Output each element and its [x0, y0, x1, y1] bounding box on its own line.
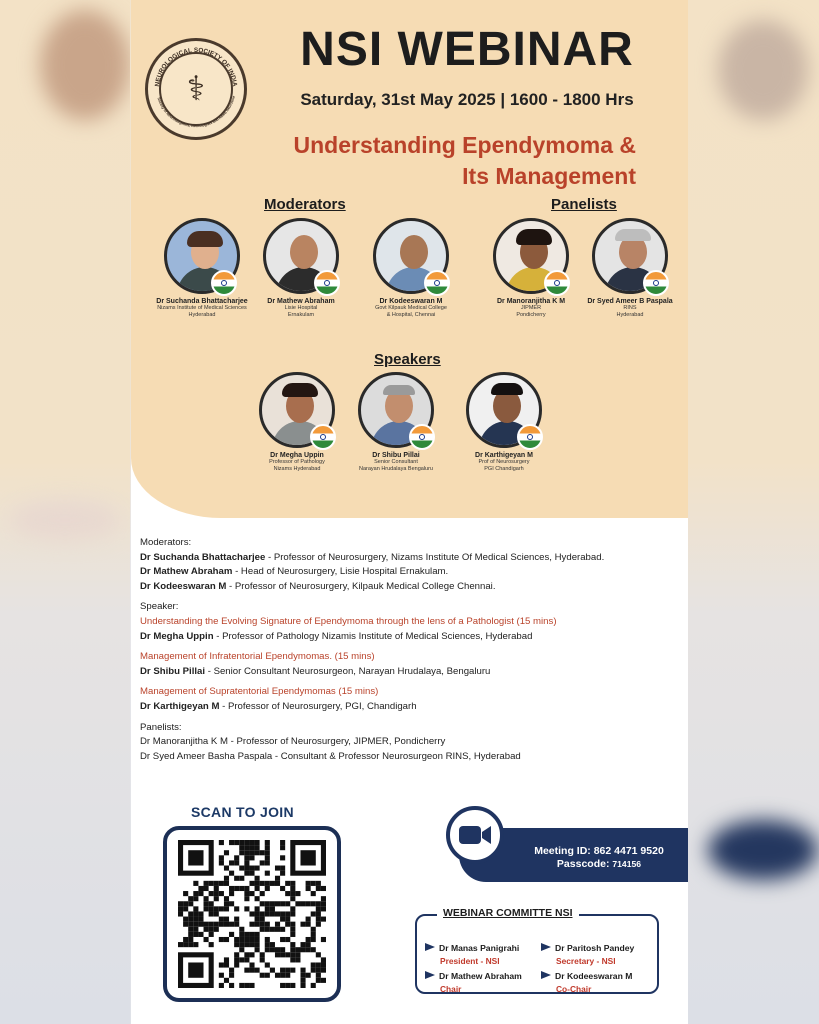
- panelist-card: [476, 218, 586, 319]
- panelist-name: Dr Manoranjitha K M: [496, 298, 566, 305]
- speaker-label: Speaker:: [140, 601, 179, 613]
- talk-title: Management of Infratentorial Ependymomas. (15 mins): [140, 651, 375, 663]
- qr-code-icon[interactable]: [177, 840, 327, 988]
- moderator-card: [356, 218, 466, 319]
- talk-title: Management of Supratentorial Ependymomas (15 mins): [140, 686, 379, 698]
- speaker-card: [242, 372, 352, 473]
- moderators-heading: Moderators: [264, 196, 346, 213]
- panelists-label: Panelists:: [140, 721, 182, 733]
- speaker-city: PGI Chandigarh: [484, 466, 524, 472]
- moderator-detail: Dr Mathew Abraham - Head of Neurosurgery, Lisie Hospital Ernakulam.: [140, 566, 449, 578]
- speaker-name: Dr Shibu Pillai: [372, 452, 420, 459]
- speaker-card: [341, 372, 451, 473]
- scan-to-join-label: SCAN TO JOIN: [191, 804, 294, 820]
- speaker-detail: Dr Shibu Pillai - Senior Consultant Neurosurgeon, Narayan Hrudalaya, Bengaluru: [140, 665, 491, 677]
- moderator-detail: Dr Suchanda Bhattacharjee - Professor of Neurosurgery, Nizams Institute Of Medical Sciences, Hyderabad.: [140, 551, 605, 563]
- program-details: [140, 536, 680, 764]
- video-camera-icon[interactable]: [446, 806, 504, 864]
- arrow-icon: [425, 971, 435, 979]
- logo-ring-text: [145, 38, 247, 140]
- arrow-icon: [425, 943, 435, 951]
- speaker-city: Narayan Hrudalaya Bengaluru: [359, 466, 433, 472]
- india-flag-icon: [643, 270, 669, 296]
- neurological-society-emblem-icon: ⚕: [159, 52, 233, 126]
- speaker-city: Nizams Hyderabad: [273, 466, 321, 472]
- india-flag-icon: [517, 424, 543, 450]
- svg-text:NEUROLOGICAL SOCIETY OF INDIA: [154, 47, 238, 87]
- moderator-card: [147, 218, 257, 319]
- meeting-passcode[interactable]: Passcode: 714156: [556, 858, 642, 870]
- committee-member: Dr Manas Panigrahi President - NSI: [425, 938, 543, 966]
- india-flag-icon: [314, 270, 340, 296]
- webinar-topic: [291, 130, 636, 192]
- moderator-detail: Dr Kodeeswaran M - Professor of Neurosurgery, Kilpauk Medical College Chennai.: [140, 580, 496, 592]
- speaker-name: Dr Karthigeyan M: [475, 452, 533, 459]
- committee-member: Dr Mathew Abraham Chair: [425, 966, 543, 994]
- speakers-heading: Speakers: [374, 351, 441, 368]
- moderator-name: Dr Kodeeswaran M: [379, 298, 443, 305]
- topic-line-2: Its Management: [462, 163, 636, 189]
- moderator-name: Dr Mathew Abraham: [267, 298, 335, 305]
- meeting-id[interactable]: Meeting ID: 862 4471 9520: [534, 845, 664, 857]
- panelist-city: Hyderabad: [616, 312, 644, 318]
- talk-title: Understanding the Evolving Signature of Ependymoma through the lens of a Pathologist (15 mins): [140, 615, 557, 627]
- background-right: [688, 0, 819, 1024]
- topic-line-1: Understanding Ependymoma &: [293, 132, 636, 158]
- moderator-affiliation: Govt Kilpauk Medical College: [375, 305, 447, 311]
- moderator-city: & Hospital, Chennai: [386, 312, 436, 318]
- panelists-heading: Panelists: [551, 196, 617, 213]
- speaker-name: Dr Megha Uppin: [270, 452, 324, 459]
- committee-member: Dr Kodeeswaran M Co-Chair: [541, 966, 659, 994]
- panelist-card: [575, 218, 685, 319]
- india-flag-icon: [211, 270, 237, 296]
- panelist-name: Dr Syed Ameer B Paspala: [587, 298, 673, 305]
- india-flag-icon: [409, 424, 435, 450]
- moderator-city: Hyderabad: [188, 312, 216, 318]
- moderator-affiliation: Lisie Hospital: [284, 305, 318, 311]
- moderator-city: Ernakulam: [287, 312, 315, 318]
- webinar-committee: [415, 907, 659, 994]
- arrow-icon: [541, 943, 551, 951]
- moderator-card: [246, 218, 356, 319]
- committee-member: Dr Paritosh Pandey Secretary - NSI: [541, 938, 659, 966]
- speaker-detail: Dr Megha Uppin - Professor of Pathology Nizamis Institute of Medical Sciences, Hyderabad: [140, 630, 533, 642]
- panelist-city: Pondicherry: [516, 312, 546, 318]
- event-datetime: Saturday, 31st May 2025 | 1600 - 1800 Hrs: [300, 90, 634, 109]
- india-flag-icon: [424, 270, 450, 296]
- qr-code-frame[interactable]: [163, 826, 341, 1002]
- speaker-card: [449, 372, 559, 473]
- speaker-affiliation: Senior Consultant: [374, 459, 418, 465]
- logo-text-bottom: Society of Neurosurgeons, Neurologists and Allied Neuroscie: [156, 95, 236, 129]
- moderators-label: Moderators:: [140, 537, 192, 548]
- arrow-icon: [541, 971, 551, 979]
- india-flag-icon: [544, 270, 570, 296]
- background-left: [0, 0, 130, 1024]
- speaker-affiliation: Prof of Neurosurgery: [478, 459, 530, 465]
- webinar-poster: [131, 0, 688, 1024]
- panelist-detail: Dr Syed Ameer Basha Paspala - Consultant & Professor Neurosurgeon RINS, Hyderabad: [140, 750, 521, 762]
- panelist-affiliation: RINS: [623, 305, 637, 311]
- moderator-name: Dr Suchanda Bhattacharjee: [156, 298, 248, 305]
- logo-text-top: NEUROLOGICAL SOCIETY OF INDIA: [154, 47, 238, 87]
- meeting-details[interactable]: [509, 845, 688, 871]
- india-flag-icon: [310, 424, 336, 450]
- speaker-affiliation: Professor of Pathology: [269, 459, 325, 465]
- committee-title: WEBINAR COMMITTE NSI: [437, 907, 579, 919]
- page-title: NSI WEBINAR: [300, 23, 634, 76]
- moderator-affiliation: Nizams Institute of Medical Sciences: [157, 305, 247, 311]
- speaker-detail: Dr Karthigeyan M - Professor of Neurosurgery, PGI, Chandigarh: [140, 700, 417, 712]
- panelist-affiliation: JIPMER: [520, 305, 542, 311]
- panelist-detail: Dr Manoranjitha K M - Professor of Neurosurgery, JIPMER, Pondicherry: [140, 736, 446, 748]
